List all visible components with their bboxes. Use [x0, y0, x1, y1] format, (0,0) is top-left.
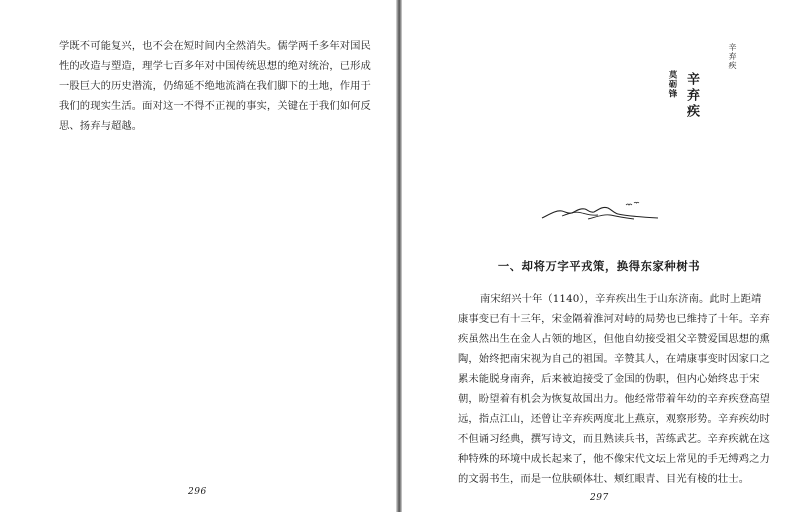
- right-text-line: 朝，盼望着有机会为恢复故国出力。他经常带着年幼的辛弃疾登高望: [458, 393, 770, 405]
- right-text-line: 南宋绍兴十年（1140），辛弃疾出生于山东济南。此时上距靖: [480, 293, 762, 305]
- running-head: 辛弃疾: [728, 43, 737, 70]
- left-page-number: 296: [188, 487, 207, 497]
- left-text-line: 性的改造与塑造，理学七百多年对中国传统思想的绝对统治，已形成: [59, 60, 371, 72]
- right-text-line: 陶，始终把南宋视为自己的祖国。辛赞其人，在靖康事变时因家口之: [458, 353, 770, 365]
- bird-mark: [634, 202, 639, 203]
- right-page-body-text: [458, 289, 770, 489]
- right-text-line: 康事变已有十三年，宋金隔着淮河对峙的局势也已维持了十年。辛弃: [458, 313, 770, 325]
- right-text-line: 远，指点江山，还曾让辛弃疾两度北上燕京，观察形势。辛弃疾幼时: [458, 413, 770, 425]
- right-text-line: 种特殊的环境中成长起来了，他不像宋代文坛上常见的手无缚鸡之力: [458, 453, 770, 465]
- section-heading: 一、却将万字平戎策，换得东家种树书: [497, 259, 701, 273]
- right-page-number: 297: [590, 493, 609, 503]
- left-text-line: 一股巨大的历史潜流，仍绵延不绝地流淌在我们脚下的土地，作用于: [59, 80, 371, 92]
- chapter-title: 辛弃疾: [684, 72, 699, 120]
- right-text-line: 的文弱书生，而是一位肤硕体壮、颊红眼青、目光有棱的壮士。: [458, 473, 750, 485]
- left-text-line: 思、扬弃与超越。: [59, 120, 143, 132]
- left-text-line: 学既不可能复兴，也不会在短时间内全然消失。儒学两千多年对国民: [59, 40, 371, 52]
- author-name: 莫砺锋: [667, 70, 677, 99]
- mountain-birds-illustration: [540, 198, 660, 224]
- right-text-line: 不但诵习经典，撰写诗文，而且熟读兵书，苦练武艺。辛弃疾就在这: [458, 433, 770, 445]
- left-page-body-text: [59, 36, 371, 136]
- right-text-line: 疾虽然出生在金人占领的地区，但他自幼接受祖父辛赞爱国思想的熏: [458, 333, 770, 345]
- left-text-line: 我们的现实生活。面对这一不得不正视的事实，关键在于我们如何反: [59, 100, 371, 112]
- bird-mark: [626, 204, 632, 205]
- mountain-ridge-line: [542, 207, 658, 218]
- right-text-line: 累未能脱身南奔，后来被迫接受了金国的伪职，但内心始终忠于宋: [458, 373, 760, 385]
